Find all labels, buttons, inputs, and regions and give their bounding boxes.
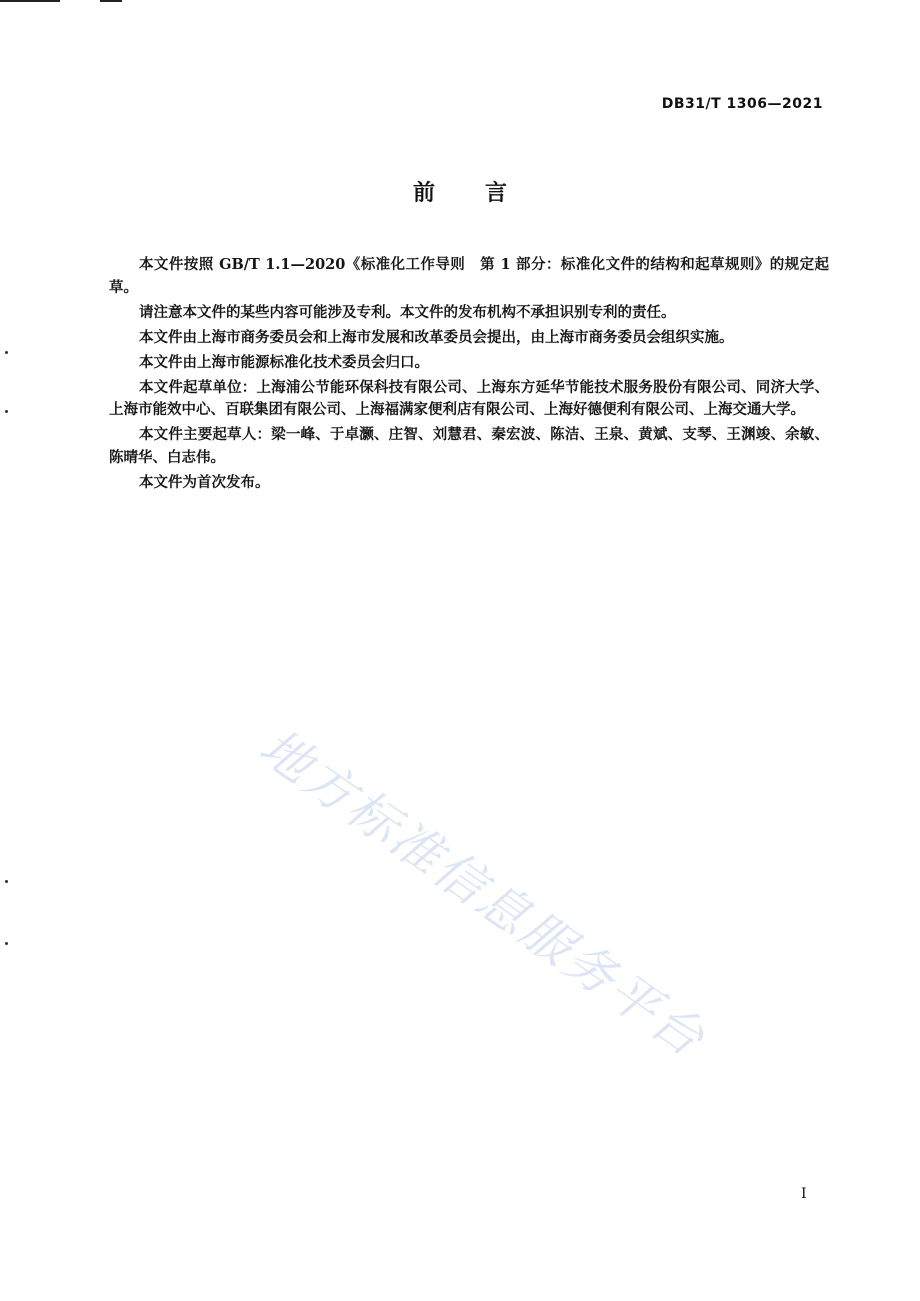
paragraph-proposer: 本文件由上海市商务委员会和上海市发展和改革委员会提出，由上海市商务委员会组织实施。: [139, 328, 734, 346]
margin-dot: [5, 351, 8, 354]
watermark: 地方标准信息服务平台: [248, 717, 717, 1070]
paragraph-patent-notice: 请注意本文件的某些内容可能涉及专利。本文件的发布机构不承担识别专利的责任。: [139, 303, 676, 321]
document-code: DB31/T 1306—2021: [661, 96, 823, 112]
foreword-body: [109, 254, 829, 497]
paragraph-drafting-units: 本文件起草单位：上海浦公节能环保科技有限公司、上海东方延华节能技术服务股份有限公司、同济大学、上海市能效中心、百联集团有限公司、上海福满家便利店有限公司、上海好德便利有限公司、上海交通大学。: [109, 378, 829, 418]
paragraph-committee: 本文件由上海市能源标准化技术委员会归口。: [139, 353, 429, 371]
margin-dot: [5, 880, 8, 883]
paragraph-first-release: 本文件为首次发布。: [139, 473, 270, 491]
page-title: 前言: [412, 181, 557, 206]
margin-dot: [5, 942, 8, 945]
margin-dot: [5, 410, 8, 413]
paragraph-drafters: 本文件主要起草人：梁一峰、于卓灏、庄智、刘慧君、秦宏波、陈洁、王泉、黄斌、支琴、王渊竣、余敏、陈晴华、白志伟。: [109, 426, 829, 466]
scan-mark-left: [0, 0, 60, 2]
page-number: I: [801, 1186, 807, 1202]
paragraph-drafting-rules: 本文件按照 GB/T 1.1—2020《标准化工作导则 第 1 部分：标准化文件的结构和起草规则》的规定起草。: [109, 256, 829, 296]
scan-mark-right: [100, 0, 122, 2]
